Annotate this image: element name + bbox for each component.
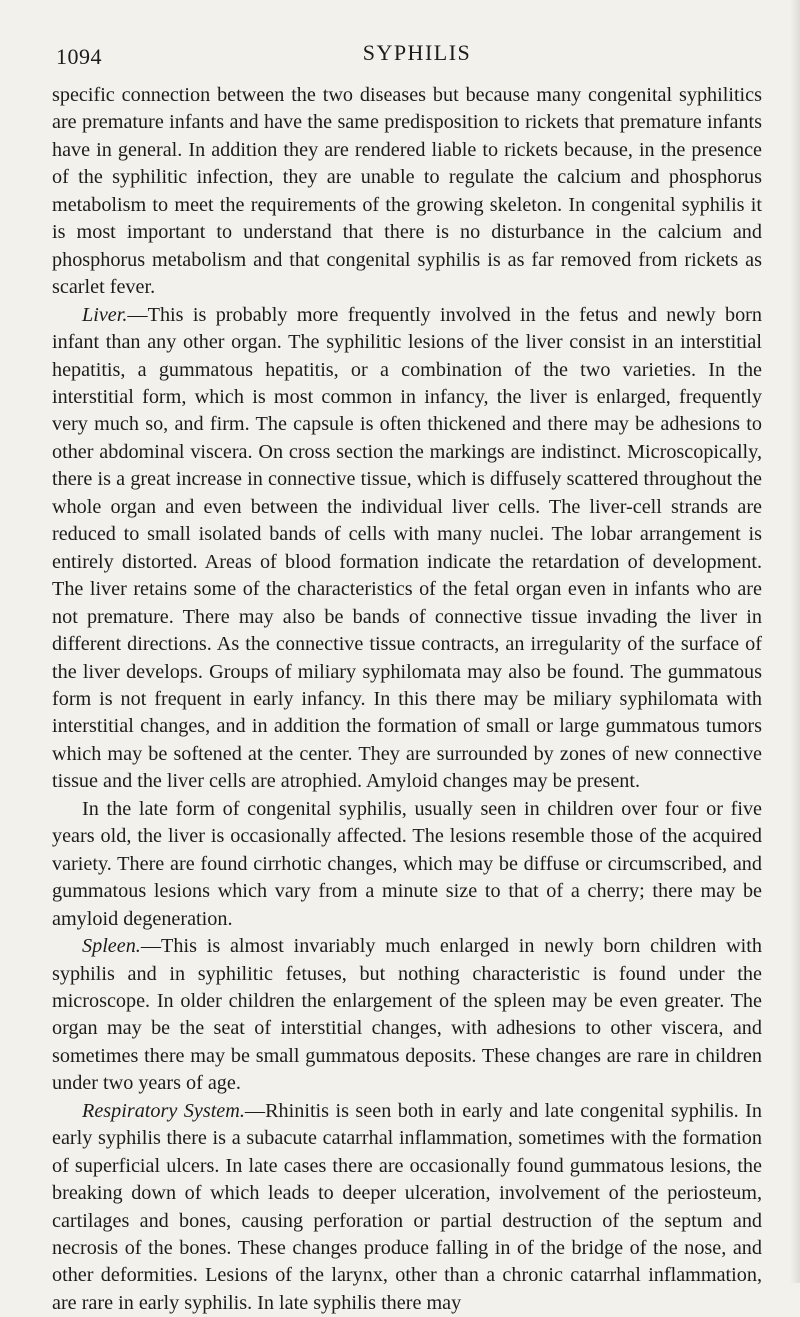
- paragraph-late-form: [52, 796, 762, 933]
- section-title-respiratory: Respiratory System.: [82, 1099, 245, 1122]
- section-title-spleen: Spleen.: [82, 935, 141, 958]
- paragraph-liver: [52, 302, 762, 796]
- body-text: [52, 82, 762, 1317]
- page-number: 1094: [56, 44, 102, 69]
- running-head: SYPHILIS: [362, 40, 472, 65]
- paragraph-rickets: [52, 82, 762, 302]
- paragraph-text: specific connection between the two diseases but because many congenital syphilitics are premature infants and have the same predisposition to rickets that premature infants have in general. In addition they are rendered liable to rickets because, in the presence of the syphilitic infection, they are unable to regulate the calcium and phosphorus metabolism to meet the requirements of the growing skeleton. In congenital syphilis it is most important to understand that there is no disturbance in the calcium and phosphorus metabolism and that congenital syphilis is as far removed from rickets as scarlet fever.: [52, 84, 762, 299]
- paragraph-text: —This is probably more frequently involved in the fetus and newly born infant than any other organ. The syphilitic lesions of the liver consist in an interstitial hepatitis, a gummatous hepatitis, or a combination of the two varieties. In the interstitial form, which is most common in infancy, the liver is enlarged, frequently very much so, and firm. The capsule is often thickened and there may be adhesions to other abdominal viscera. On cross section the markings are indistinct. Microscopically, there is a great increase in connective tissue, which is diffusely scattered throughout the whole organ and even between the individual liver cells. The liver-cell strands are reduced to small isolated bands of cells with many nuclei. The lobar arrangement is entirely distorted. Areas of blood formation indicate the retardation of development. The liver retains some of the characteristics of the fetal organ even in infants who are not premature. There may also be bands of connective tissue invading the liver in different directions. As the connective tissue contracts, an irregularity of the surface of the liver develops. Groups of miliary syphilomata may also be found. The gummatous form is not frequent in early infancy. In this there may be miliary syphilomata with interstitial changes, and in addition the formation of small or large gummatous tumors which may be softened at the center. They are surrounded by zones of new connective tissue and the liver cells are atrophied. Amyloid changes may be present.: [52, 303, 762, 793]
- paragraph-text: —This is almost invariably much enlarged in newly born children with syphilis and in syphilitic fetuses, but nothing characteristic is found under the microscope. In older children the enlargement of the spleen may be even greater. The organ may be the seat of interstitial changes, with adhesions to other viscera, and sometimes there may be small gummatous deposits. These changes are rare in children under two years of age.: [52, 935, 762, 1095]
- page-edge-shadow: [790, 0, 800, 1283]
- paragraph-text: In the late form of congenital syphilis, usually seen in children over four or five years old, the liver is occasionally affected. The lesions resemble those of the acquired variety. There are found cirrhotic changes, which may be diffuse or circumscribed, and gummatous lesions which vary from a minute size to that of a cherry; there may be amyloid degeneration.: [52, 797, 762, 930]
- page-header: [52, 36, 762, 70]
- paragraph-text: —Rhinitis is seen both in early and late congenital syphilis. In early syphilis there is a subacute catarrhal inflammation, sometimes with the formation of superficial ulcers. In late cases there are occasionally found gummatous lesions, the breaking down of which leads to deeper ulceration, involvement of the periosteum, cartilages and bones, causing perforation or partial destruction of the septum and necrosis of the bones. These changes produce falling in of the bridge of the nose, and other deformities. Lesions of the larynx, other than a chronic catarrhal inflammation, are rare in early syphilis. In late syphilis there may: [52, 1099, 762, 1314]
- paragraph-respiratory: [52, 1098, 762, 1317]
- section-title-liver: Liver.: [82, 303, 128, 326]
- paragraph-spleen: [52, 933, 762, 1098]
